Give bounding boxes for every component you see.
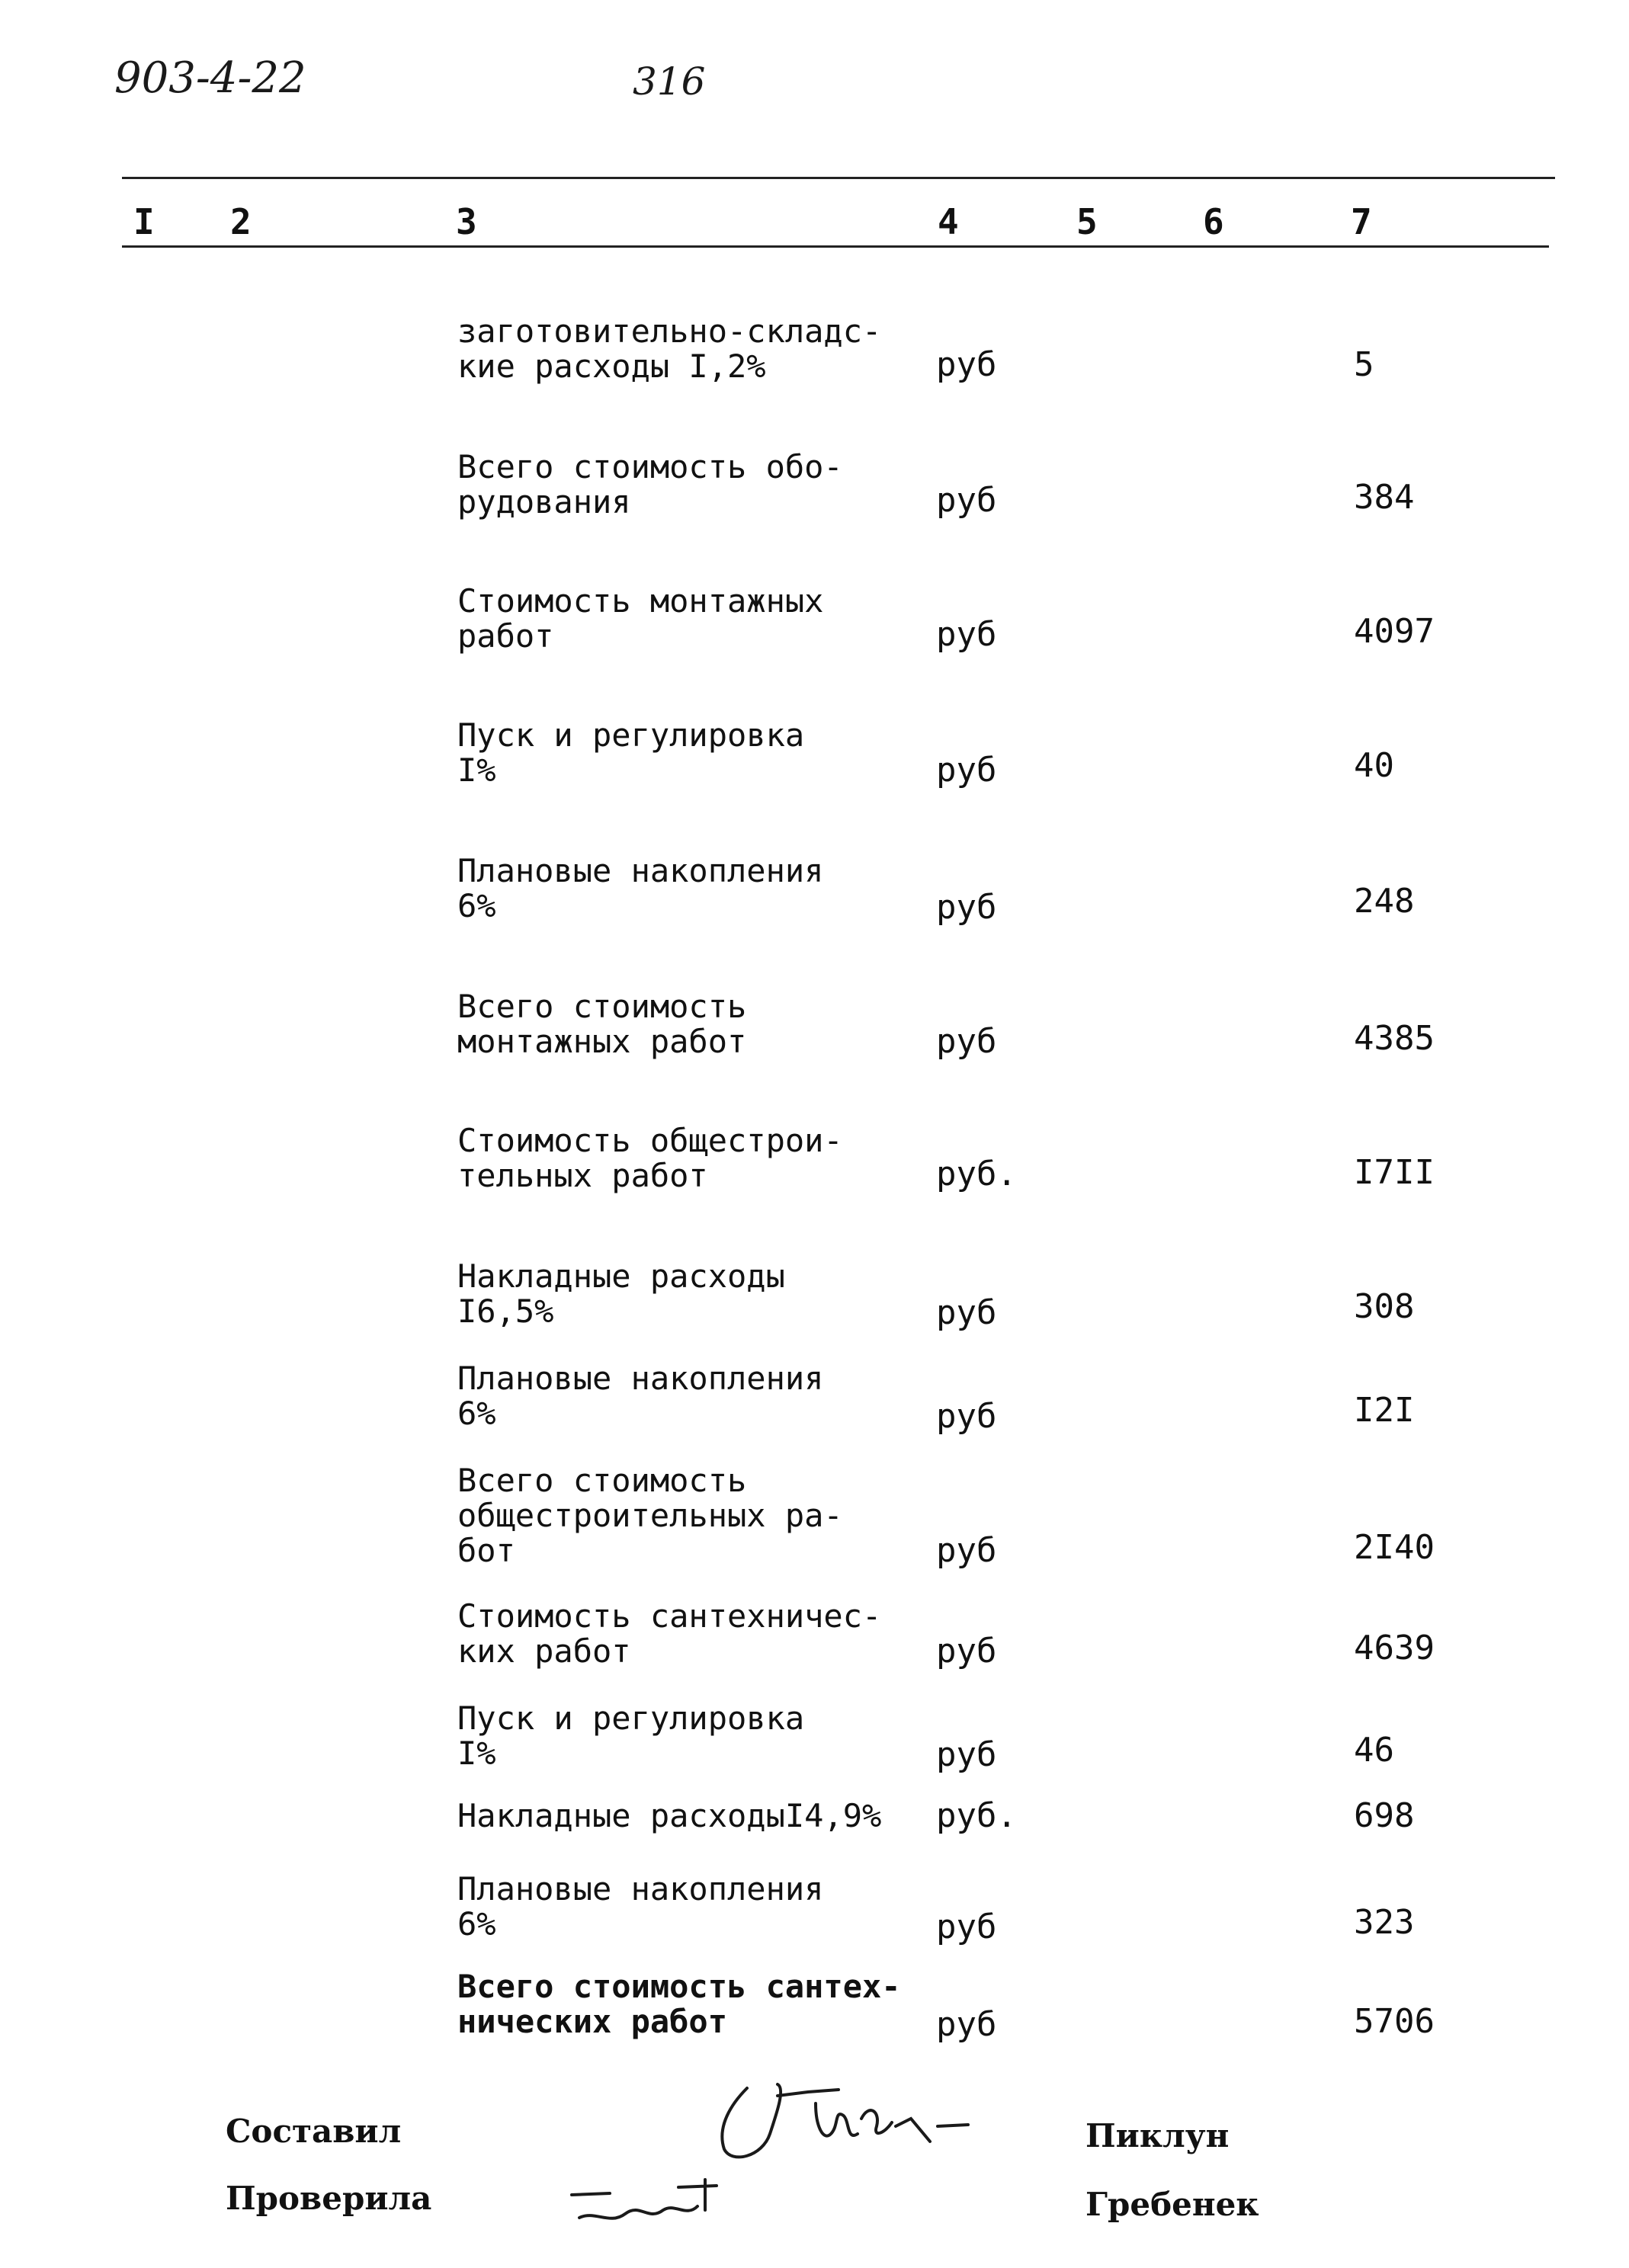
row-value: 308 [1354,1287,1415,1326]
row-unit: руб [936,751,997,790]
column-header-1: I [133,201,155,242]
row-value: 4097 [1354,612,1435,651]
handwritten-signature-2 [564,2164,747,2248]
row-description: Стоимость сантехничес- ких работ [457,1597,882,1670]
row-unit: руб [936,615,997,654]
row-value: 323 [1354,1903,1415,1942]
compiled-by-name: Пиклун [1085,2117,1230,2154]
row-description: Всего стоимость монтажных работ [457,988,747,1060]
row-value: 248 [1354,882,1415,921]
row-unit: руб [936,1397,997,1436]
row-description: Накладные расходы I6,5% [457,1257,785,1330]
row-unit: руб [936,1293,997,1332]
column-header-5: 5 [1076,201,1098,242]
row-value: 5 [1354,345,1374,384]
row-value: 40 [1354,746,1394,785]
row-value: 4385 [1354,1019,1435,1058]
column-header-4: 4 [938,201,959,242]
row-unit: руб. [936,1796,1017,1835]
column-header-7: 7 [1351,201,1372,242]
compiled-by-label: Составил [226,2113,402,2150]
row-description: Накладные расходыI4,9% [457,1797,882,1834]
row-value: 46 [1354,1731,1394,1770]
row-unit: руб [936,1531,997,1570]
header-rule [122,245,1549,248]
row-description: Стоимость монтажных работ [457,582,824,655]
column-header-2: 2 [230,201,252,242]
column-header-3: 3 [456,201,477,242]
row-description: Плановые накопления 6% [457,1360,824,1432]
row-value: 2I40 [1354,1528,1435,1567]
row-description: Плановые накопления 6% [457,852,824,924]
row-value: I2I [1354,1391,1415,1430]
row-value: I7II [1354,1153,1435,1192]
document-number: 903-4-22 [114,53,306,103]
row-unit: руб [936,345,997,384]
row-description: Пуск и регулировка I% [457,1699,805,1772]
row-unit: руб. [936,1155,1017,1193]
row-unit: руб [936,481,997,520]
row-value: 4639 [1354,1629,1435,1667]
checked-by-label: Проверила [226,2180,432,2217]
row-description: Всего стоимость обо- рудования [457,448,843,521]
row-description: Всего стоимость общестроительных ра- бот [457,1462,843,1569]
row-unit: руб [936,1022,997,1061]
checked-by-name: Гребенек [1085,2186,1259,2223]
row-unit: руб [936,1908,997,1946]
row-unit: руб [936,2005,997,2044]
row-unit: руб [936,1735,997,1774]
row-description: Пуск и регулировка I% [457,716,805,789]
row-description: Стоимость общестрои- тельных работ [457,1122,843,1194]
row-value: 5706 [1354,2002,1435,2041]
row-unit: руб [936,1632,997,1671]
row-description: Плановые накопления 6% [457,1870,824,1943]
page-number: 316 [633,59,706,104]
column-header-6: 6 [1203,201,1224,242]
row-description: заготовительно-складс- кие расходы I,2% [457,312,882,385]
row-description: Всего стоимость сантех- нических работ [457,1968,901,2040]
top-rule [122,177,1555,179]
row-value: 698 [1354,1796,1415,1835]
row-value: 384 [1354,478,1415,517]
row-unit: руб [936,888,997,927]
